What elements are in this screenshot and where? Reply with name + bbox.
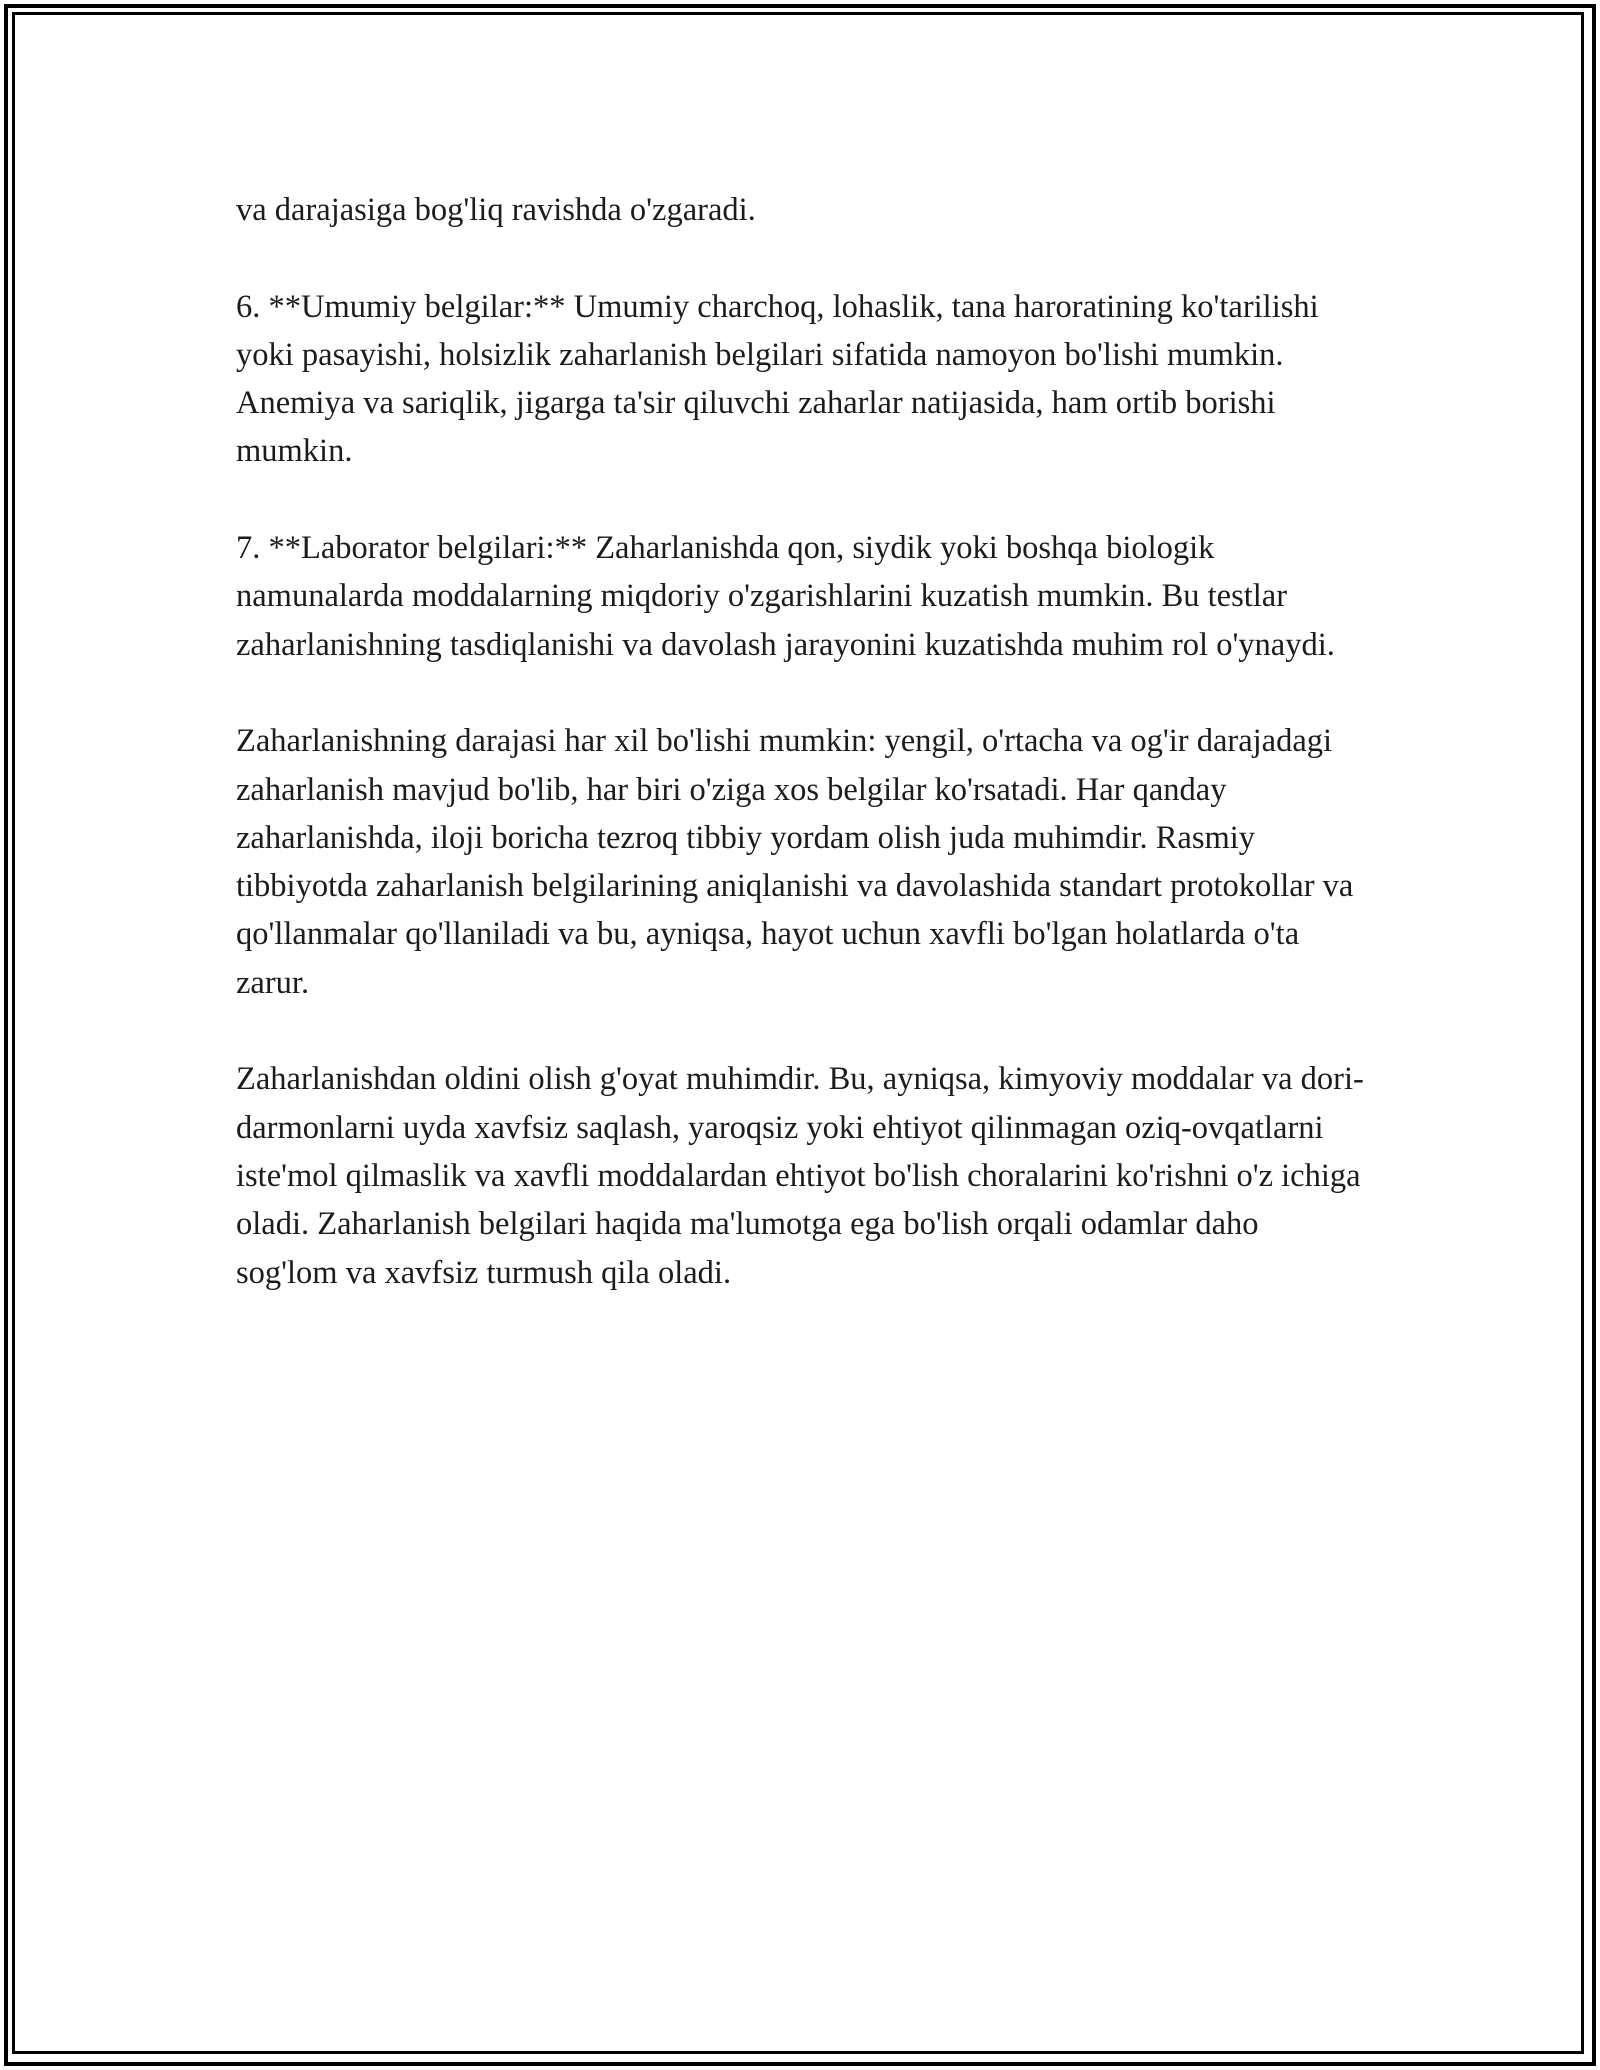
- paragraph-continuation: va darajasiga bog'liq ravishda o'zgaradi.: [236, 192, 756, 228]
- paragraph-severity: Zaharlanishning darajasi har xil bo'lishi mumkin: yengil, o'rtacha va og'ir darajadagi zaharlanish mavjud bo'lib, har biri o'ziga xos belgilar ko'rsatadi. Har qanday zaharlanishda, iloji boricha tezroq tibbiy yordam olish juda muhimdir. Rasmiy tibbiyotda zaharlanish belgilarining aniqlanishi va davolashida standart protokollar va qo'llanmalar qo'llaniladi va bu, ayniqsa, hayot uchun xavfli bo'lgan holatlarda o'ta zarur.: [236, 723, 1354, 1001]
- paragraph-prevention: Zaharlanishdan oldini olish g'oyat muhimdir. Bu, ayniqsa, kimyoviy moddalar va dori-darmonlarni uyda xavfsiz saqlash, yaroqsiz yoki ehtiyot qilinmagan oziq-ovqatlarni iste'mol qilmaslik va xavfli moddalardan ehtiyot bo'lish choralarini ko'rishni o'z ichiga oladi. Zaharlanish belgilari haqida ma'lumotga ega bo'lish orqali odamlar daho sog'lom va xavfsiz turmush qila oladi.: [236, 1061, 1364, 1291]
- paragraph-laboratory-signs: 7. **Laborator belgilari:** Zaharlanishda qon, siydik yoki boshqa biologik namunalarda moddalarning miqdoriy o'zgarishlarini kuzatish mumkin. Bu testlar zaharlanishning tasdiqlanishi va davolash jarayonini kuzatishda muhim rol o'ynaydi.: [236, 530, 1335, 663]
- document-body: [236, 186, 1366, 1345]
- paragraph-general-signs: 6. **Umumiy belgilar:** Umumiy charchoq, lohaslik, tana haroratining ko'tarilishi yoki pasayishi, holsizlik zaharlanish belgilari sifatida namoyon bo'lishi mumkin. Anemiya va sariqlik, jigarga ta'sir qiluvchi zaharlar natijasida, ham ortib borishi mumkin.: [236, 288, 1319, 470]
